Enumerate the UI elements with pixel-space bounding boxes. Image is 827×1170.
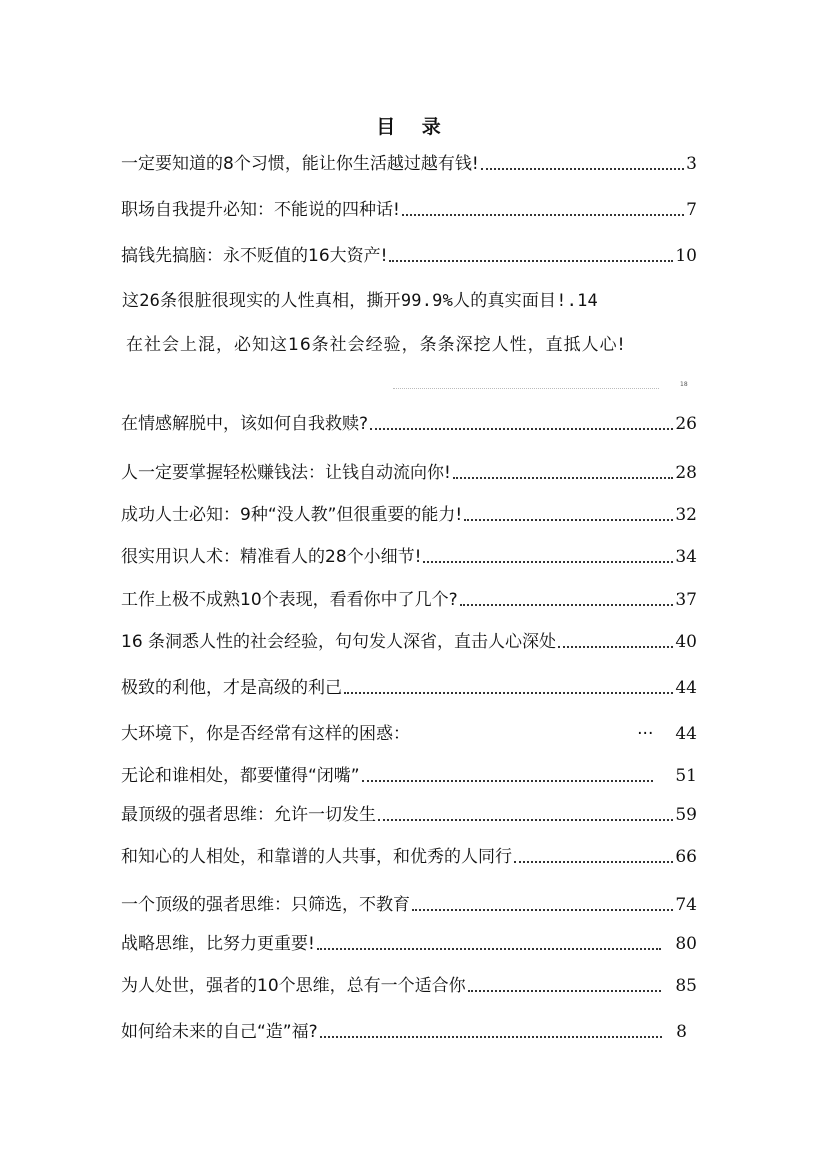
toc-entry[interactable] (121, 198, 697, 222)
toc-page-number: 37 (675, 590, 697, 610)
leader-dots (558, 645, 673, 648)
leader-dots (393, 388, 659, 389)
toc-entry[interactable] (121, 545, 697, 569)
toc-title: 目 录 (376, 116, 451, 138)
toc-entry[interactable] (121, 412, 697, 436)
toc-entry-text: 如何给未来的自己“造”福? (121, 1022, 318, 1042)
toc-page-number: 51 (675, 766, 697, 786)
toc-entry[interactable] (121, 932, 697, 956)
leader-dots (362, 779, 654, 782)
toc-entry[interactable] (121, 676, 697, 700)
toc-page-number: 3 (686, 154, 697, 174)
leader-dots (344, 691, 673, 694)
toc-entry-text: 这26条很脏很现实的人性真相，撕开99.9%人的真实面目!. (122, 291, 578, 311)
leader-dots (481, 167, 685, 170)
toc-page-number: 34 (675, 547, 697, 567)
toc-page-number: 74 (675, 895, 697, 915)
leader-dots (460, 603, 674, 606)
toc-page-number: 14 (577, 291, 598, 311)
toc-page-number: 59 (675, 805, 697, 825)
toc-entry-text: 一个顶级的强者思维：只筛选，不教育 (121, 895, 410, 915)
toc-page-number: 80 (675, 934, 697, 954)
toc-entry[interactable] (121, 803, 697, 827)
toc-page-number: 32 (675, 505, 697, 525)
toc-entry[interactable] (121, 152, 697, 176)
toc-page-number: 66 (675, 847, 697, 867)
toc-entry[interactable] (126, 330, 706, 355)
toc-entry[interactable] (121, 461, 697, 485)
toc-entry-text: 很实用识人术：精准看人的28个小细节! (121, 547, 422, 567)
leader-dots (389, 259, 673, 262)
toc-entry-text: 职场自我提升必知：不能说的四种话! (121, 200, 400, 220)
leader-dots (317, 947, 662, 950)
toc-page-number: 28 (675, 463, 697, 483)
toc-entry-text: 无论和谁相处，都要懂得“闭嘴” (121, 766, 360, 786)
toc-page-number: 40 (675, 632, 697, 652)
toc-entry-text: 16 条洞悉人性的社会经验，句句发人深省，直击人心深处 (121, 632, 557, 652)
toc-entry-text: 人一定要掌握轻松赚钱法：让钱自动流向你! (121, 463, 451, 483)
toc-entry-text: 在社会上混，必知这16条社会经验，条条深挖人性，直抵人心! (126, 335, 626, 355)
toc-entry[interactable] (121, 630, 697, 654)
toc-page-number: 44 (675, 724, 697, 744)
leader-dots (412, 908, 673, 911)
toc-entry-text: 成功人士必知：9种“没人教”但很重要的能力! (121, 505, 463, 525)
leader-dots (423, 560, 673, 563)
toc-entry[interactable] (121, 845, 697, 869)
toc-page-number: 7 (686, 200, 697, 220)
leader-dots (378, 818, 673, 821)
toc-entry[interactable] (121, 588, 697, 612)
toc-entry-text: 搞钱先搞脑：永不贬值的16大资产! (121, 246, 388, 266)
toc-page-number: 44 (675, 678, 697, 698)
toc-page-number: 18 (680, 381, 688, 388)
toc-entry[interactable] (121, 722, 697, 746)
leader-dots (514, 860, 673, 863)
toc-entry-text: 在情感解脱中，该如何自我救赎? (121, 414, 369, 434)
toc-entry-text: 为人处世，强者的10个思维，总有一个适合你 (121, 976, 466, 996)
toc-page-number: 8 (676, 1022, 687, 1042)
toc-entry-text: 一定要知道的8个习惯，能让你生活越过越有钱! (121, 154, 479, 174)
toc-page-number: 10 (675, 246, 697, 266)
toc-entry-text: 大环境下，你是否经常有这样的困惑： (121, 724, 410, 744)
leader-dots (320, 1035, 663, 1038)
leader-dots (402, 213, 684, 216)
leader-dots: ··· (637, 724, 654, 744)
leader-dots (464, 518, 673, 521)
toc-entry-text: 战略思维，比努力更重要! (121, 934, 315, 954)
toc-entry[interactable] (121, 893, 697, 917)
toc-entry[interactable] (121, 244, 697, 268)
toc-entry[interactable] (121, 503, 697, 527)
toc-page-number: 26 (675, 414, 697, 434)
leader-dots (370, 427, 673, 430)
toc-entry[interactable] (121, 1020, 697, 1044)
toc-entry[interactable] (121, 974, 697, 998)
toc-entry-text: 极致的利他，才是高级的利己 (121, 678, 342, 698)
toc-page-number: 85 (675, 976, 697, 996)
toc-entry-text: 工作上极不成熟10个表现，看看你中了几个? (121, 590, 458, 610)
toc-entry-text: 和知心的人相处，和靠谱的人共事，和优秀的人同行 (121, 847, 512, 867)
leader-dots (453, 476, 674, 479)
leader-dots (468, 989, 662, 992)
toc-entry-text: 最顶级的强者思维：允许一切发生 (121, 805, 376, 825)
toc-entry[interactable] (122, 286, 702, 311)
toc-entry[interactable] (121, 764, 697, 788)
